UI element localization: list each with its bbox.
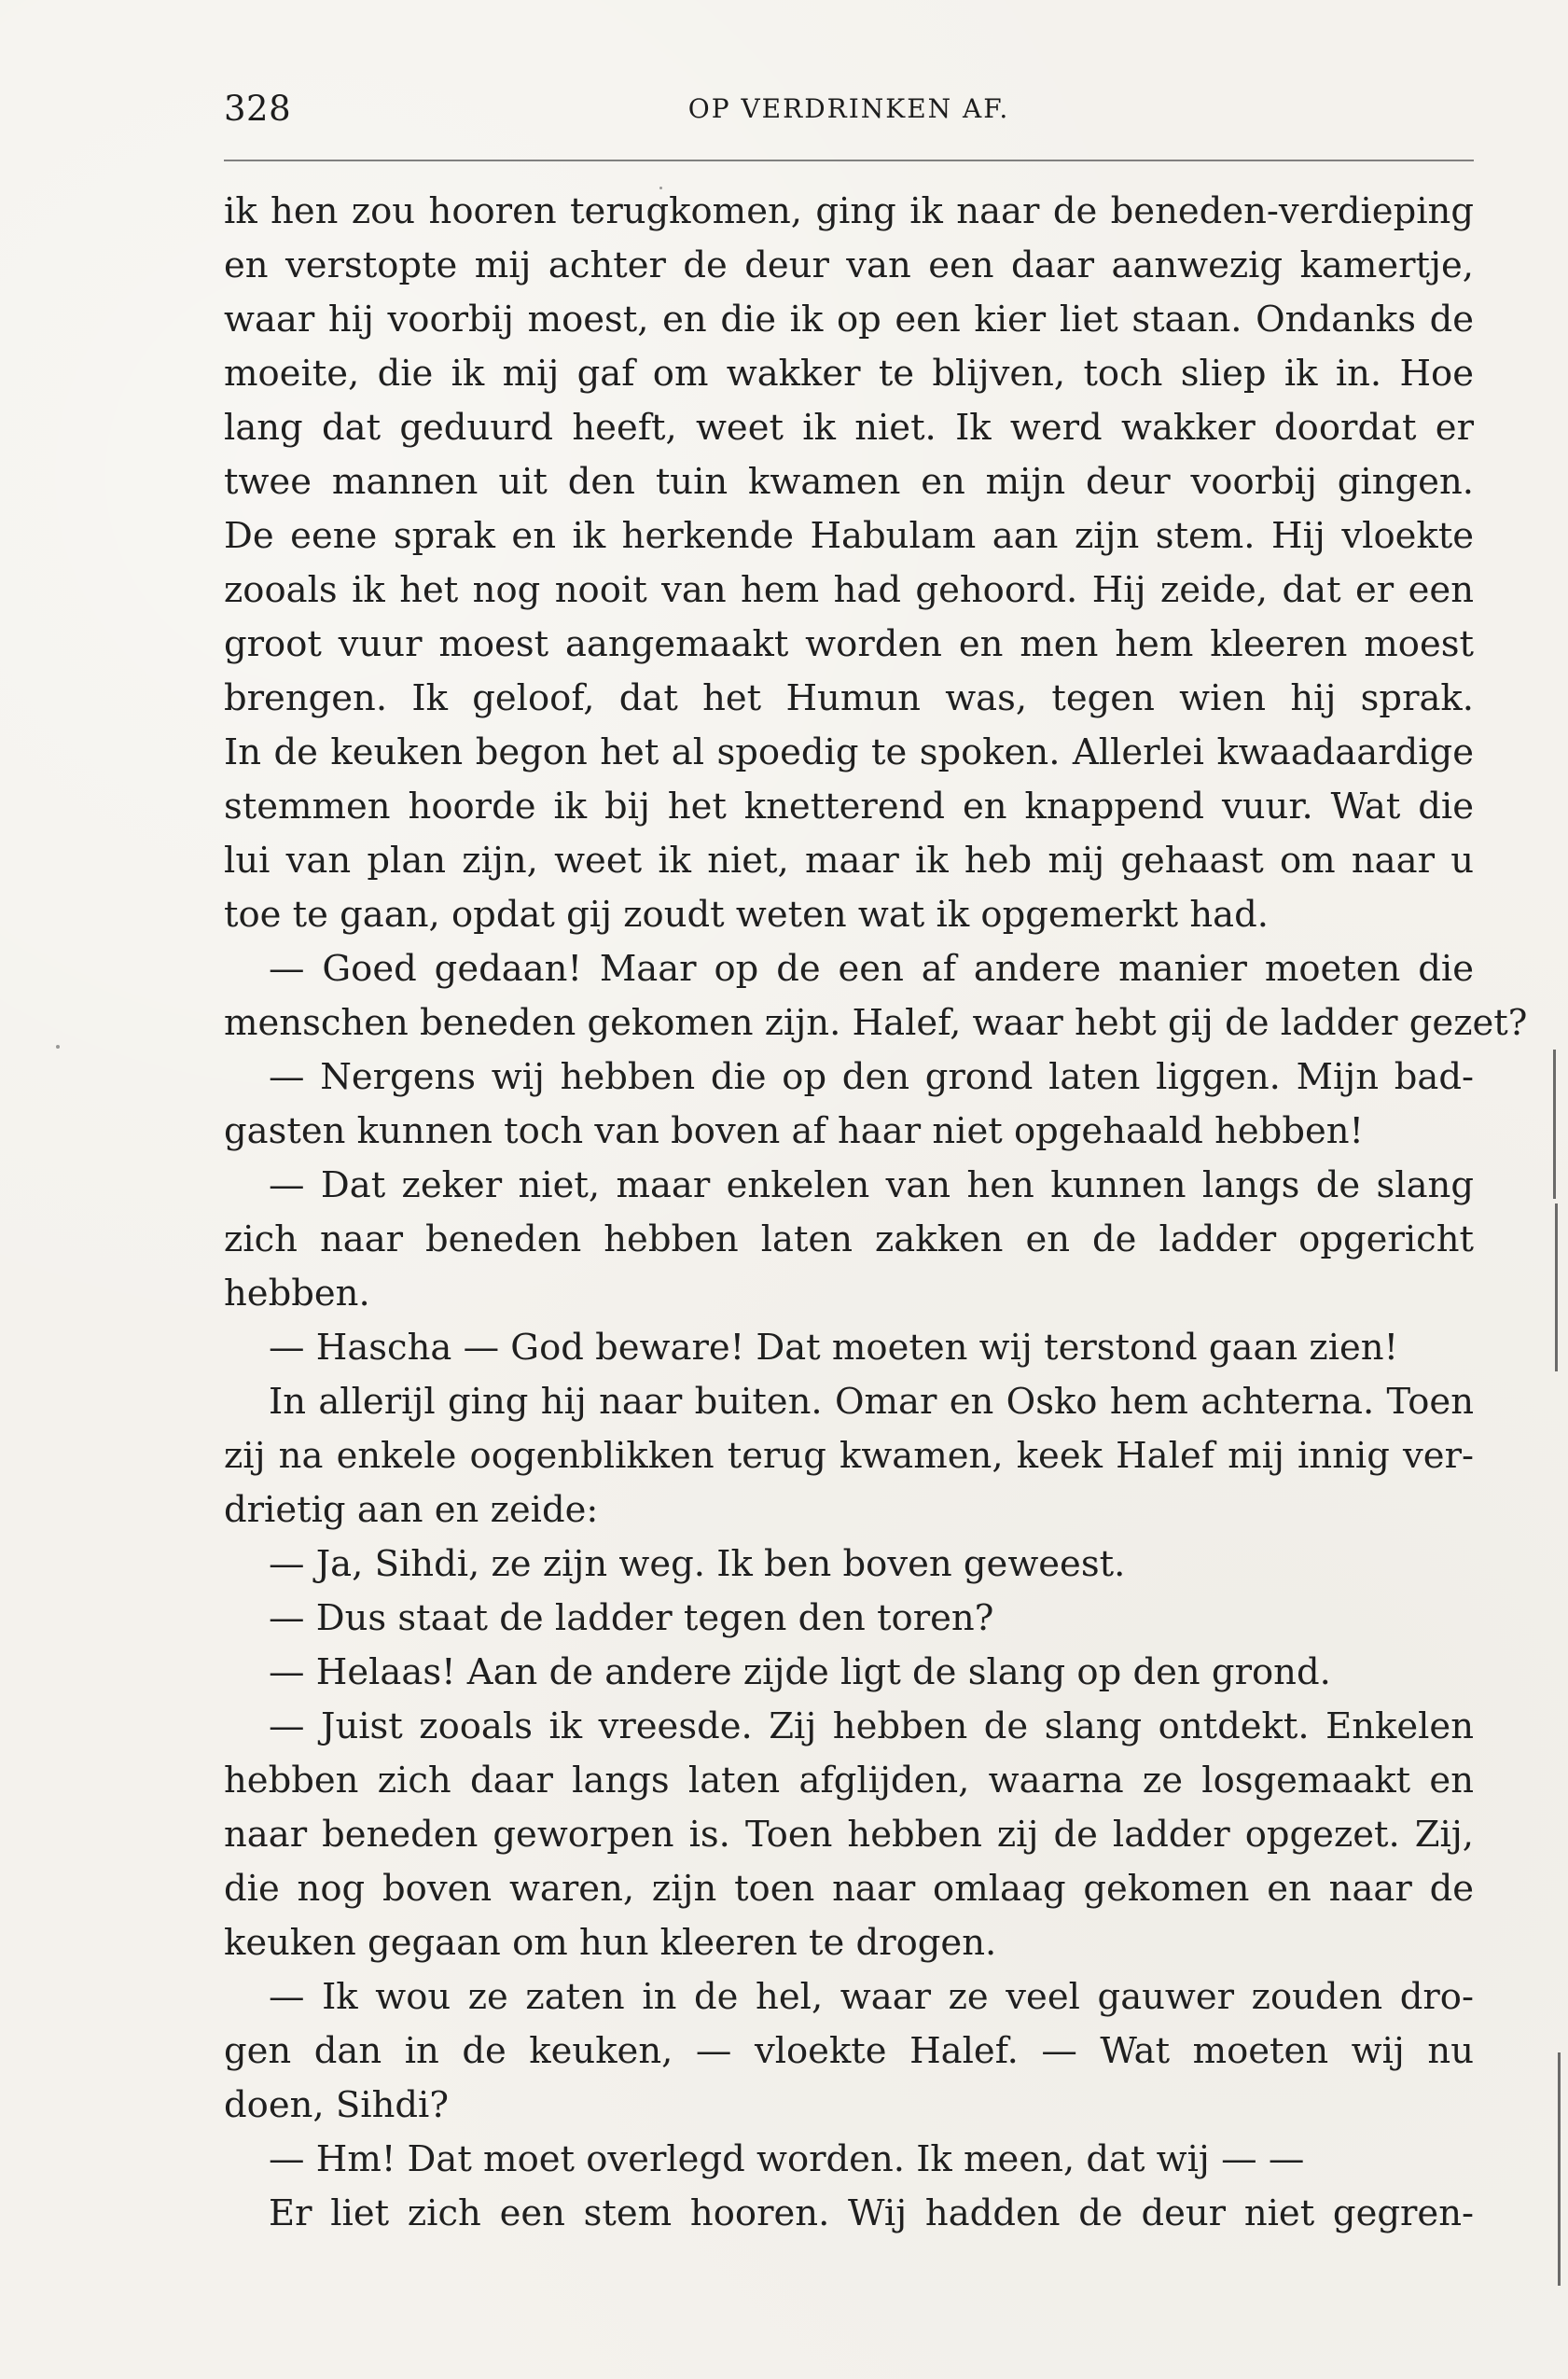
header-rule (224, 160, 1474, 161)
text-line: groot vuur moest aangemaakt worden en men hem kleeren moest (224, 623, 1474, 665)
page-number: 328 (224, 89, 292, 129)
text-line: stemmen hoorde ik bij het knetterend en knappend vuur. Wat die (224, 786, 1474, 828)
text-line: In de keuken begon het al spoedig te spoken. Allerlei kwaadaardige (224, 731, 1474, 773)
text-line: brengen. Ik geloof, dat het Humun was, tegen wien hij sprak. (224, 677, 1474, 719)
text-line: lui van plan zijn, weet ik niet, maar ik heb mij gehaast om naar u (224, 840, 1474, 882)
dialogue-line: — Dat zeker niet, maar enkelen van hen kunnen langs de slang (269, 1164, 1474, 1206)
text-line: die nog boven waren, zijn toen naar omlaag gekomen en naar de (224, 1868, 1474, 1910)
text-line: zich naar beneden hebben laten zakken en de ladder opgericht (224, 1218, 1474, 1260)
text-line: waar hij voorbij moest, en die ik op een kier liet staan. Ondanks de (224, 299, 1474, 341)
dialogue-line: — Juist zooals ik vreesde. Zij hebben de slang ontdekt. Enkelen (269, 1705, 1474, 1747)
text-line: ik hen zou hooren terugkomen, ging ik naar de beneden-verdieping (224, 190, 1474, 232)
text-line: hebben. (224, 1273, 370, 1315)
text-line: keuken gegaan om hun kleeren te drogen. (224, 1922, 997, 1964)
scan-margin-mark (1553, 1050, 1556, 1199)
scan-speck (56, 1045, 60, 1049)
narration-line: In allerijl ging hij naar buiten. Omar en Osko hem achterna. Toen (269, 1381, 1474, 1423)
text-line: hebben zich daar langs laten afglijden, waarna ze losgemaakt en (224, 1760, 1474, 1802)
page-body (224, 185, 1528, 2241)
text-line: zij na enkele oogenblikken terug kwamen, keek Halef mij innig ver- (224, 1435, 1474, 1477)
text-line: zooals ik het nog nooit van hem had gehoord. Hij zeide, dat er een (224, 569, 1474, 611)
text-line: lang dat geduurd heeft, weet ik niet. Ik werd wakker doordat er (224, 407, 1474, 449)
dialogue-line: — Ja, Sihdi, ze zijn weg. Ik ben boven geweest. (269, 1543, 1126, 1585)
dialogue-line: — Nergens wij hebben die op den grond laten liggen. Mijn bad- (269, 1056, 1474, 1098)
dialogue-line: — Goed gedaan! Maar op de een af andere manier moeten die (269, 948, 1474, 990)
running-title: OP VERDRINKEN AF. (687, 93, 1010, 124)
text-line: De eene sprak en ik herkende Habulam aan zijn stem. Hij vloekte (224, 515, 1474, 557)
text-line: gasten kunnen toch van boven af haar niet opgehaald hebben! (224, 1110, 1365, 1152)
scan-speck (659, 187, 662, 189)
dialogue-line: — Hm! Dat moet overlegd worden. Ik meen, dat wij — — (269, 2138, 1305, 2180)
narration-line: Er liet zich een stem hooren. Wij hadden de deur niet gegren- (269, 2192, 1474, 2234)
text-line: twee mannen uit den tuin kwamen en mijn deur voorbij gingen. (224, 461, 1474, 503)
text-line: drietig aan en zeide: (224, 1489, 599, 1531)
scan-margin-mark (1558, 2052, 1561, 2286)
text-line: menschen beneden gekomen zijn. Halef, waar hebt gij de ladder gezet? (224, 1002, 1528, 1044)
scan-margin-mark (1555, 1203, 1558, 1371)
text-line: moeite, die ik mij gaf om wakker te blijven, toch sliep ik in. Hoe (224, 353, 1474, 395)
text-line: naar beneden geworpen is. Toen hebben zij de ladder opgezet. Zij, (224, 1814, 1474, 1856)
text-line: gen dan in de keuken, — vloekte Halef. — Wat moeten wij nu (224, 2030, 1474, 2072)
dialogue-line: — Helaas! Aan de andere zijde ligt de slang op den grond. (269, 1651, 1331, 1693)
dialogue-line: — Hascha — God beware! Dat moeten wij terstond gaan zien! (269, 1327, 1399, 1369)
dialogue-line: — Dus staat de ladder tegen den toren? (269, 1597, 994, 1639)
text-line: doen, Sihdi? (224, 2084, 449, 2126)
page-header (224, 91, 1474, 147)
text-line: toe te gaan, opdat gij zoudt weten wat ik opgemerkt had. (224, 894, 1270, 936)
text-line: en verstopte mij achter de deur van een daar aanwezig kamertje, (224, 244, 1474, 286)
dialogue-line: — Ik wou ze zaten in de hel, waar ze veel gauwer zouden dro- (269, 1976, 1474, 2018)
